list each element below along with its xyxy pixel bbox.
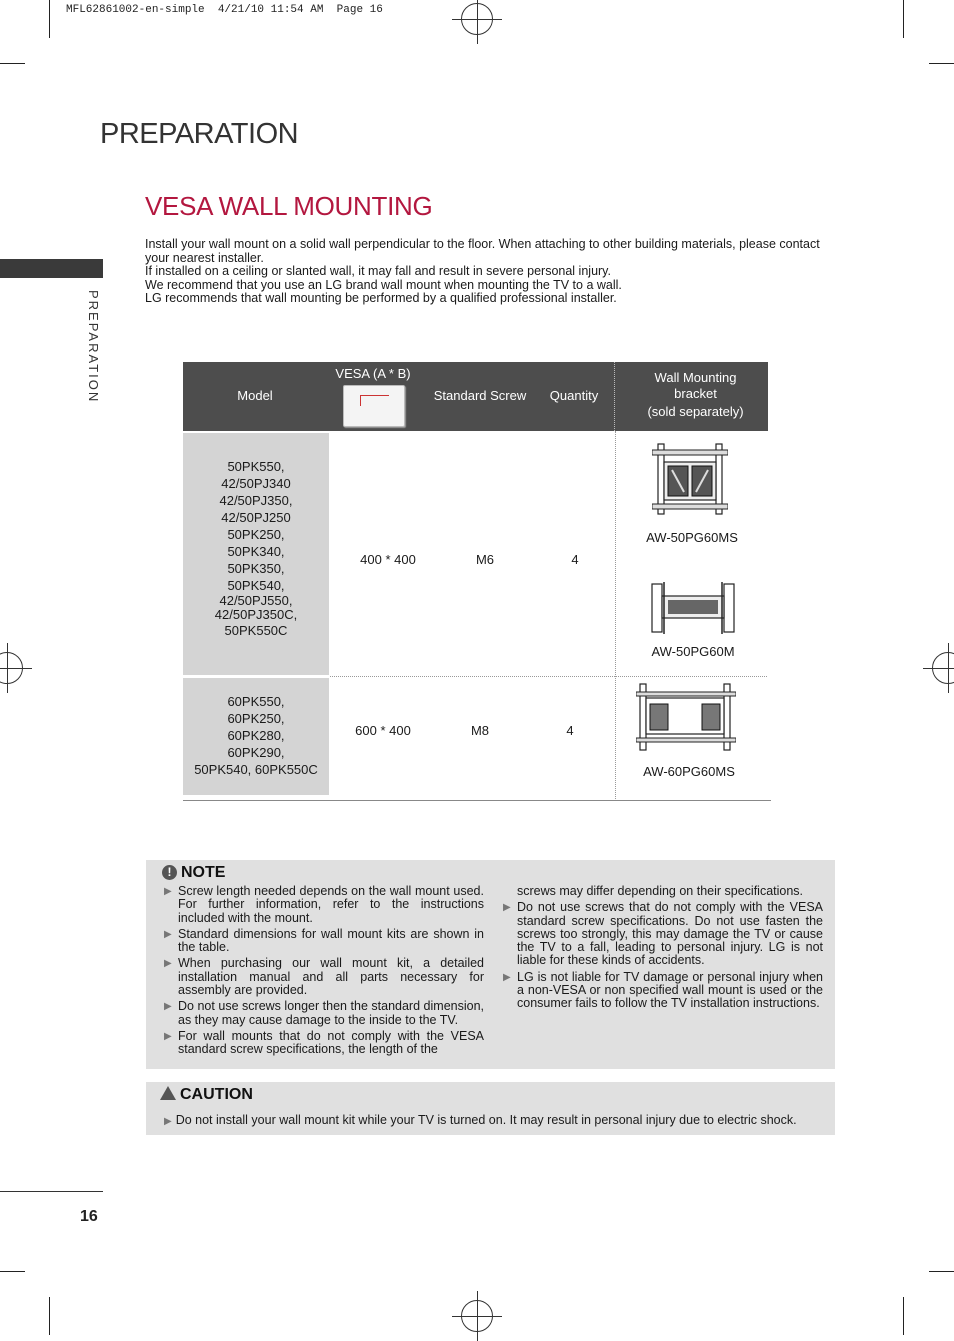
crop-mark <box>49 0 50 38</box>
section-title: VESA WALL MOUNTING <box>145 191 433 221</box>
table-divider <box>615 431 617 799</box>
arrow-icon: ▶ <box>164 886 172 897</box>
intro-text <box>145 238 840 306</box>
wall-bracket-image <box>636 682 736 752</box>
crop-mark <box>0 1271 25 1272</box>
arrow-icon: ▶ <box>164 1116 172 1127</box>
arrow-icon: ▶ <box>164 1030 172 1042</box>
crop-mark <box>903 0 904 38</box>
note-item-text: When purchasing our wall mount kit, a detailed installation manual and all parts necessary for assembly are provided. <box>178 956 484 998</box>
note-item-text: Do not use screws longer then the standard dimension, as they may cause damage to the inside to the TV. <box>178 999 484 1027</box>
exclamation-icon: ! <box>162 865 177 880</box>
model-name: 50PK340, <box>227 544 285 559</box>
header-bracket-line2: bracket <box>674 386 717 401</box>
arrow-icon: ▶ <box>164 1001 172 1013</box>
bracket-model: AW-50PG60M <box>651 644 735 659</box>
note-heading <box>162 864 225 882</box>
crop-mark <box>0 63 25 64</box>
model-name: 42/50PJ550, <box>219 593 293 608</box>
note-item-text: LG is not liable for TV damage or personal injury when a non-VESA or non specified wall mount is used or the consumer fails to follow the TV installation instructions. <box>517 969 823 1011</box>
model-cell <box>183 678 329 795</box>
header-model: Model <box>237 388 273 403</box>
crop-mark <box>903 1297 904 1335</box>
arrow-icon: ▶ <box>503 971 511 983</box>
model-name: 42/50PJ350, <box>219 493 293 508</box>
screw-value: M8 <box>470 723 490 738</box>
header-bracket-line1: Wall Mounting <box>654 370 737 385</box>
note-item-text: Standard dimensions for wall mount kits are shown in the table. <box>178 926 484 955</box>
registration-mark-icon <box>932 652 954 684</box>
caution-item <box>164 1113 797 1127</box>
model-name: 42/50PJ340 <box>221 476 291 491</box>
caution-heading <box>160 1086 253 1104</box>
header-vesa: VESA (A * B) <box>335 366 411 381</box>
header-divider <box>614 362 616 431</box>
note-item <box>501 971 823 1011</box>
model-name: 50PK550, <box>227 459 285 474</box>
model-name: 60PK250, <box>227 711 285 726</box>
table-header <box>183 362 768 431</box>
page-title: PREPARATION <box>100 118 299 150</box>
model-name: 50PK540, 60PK550C <box>194 762 318 777</box>
intro-paragraph: Install your wall mount on a solid wall perpendicular to the floor. When attaching to other building materials, please contact your nearest installer. <box>145 237 820 265</box>
registration-mark-icon <box>461 1300 493 1332</box>
crop-mark <box>49 1297 50 1335</box>
note-left-column <box>162 885 484 1060</box>
header-quantity: Quantity <box>549 388 599 403</box>
model-name: 50PK540, <box>227 578 285 593</box>
caution-title: CAUTION <box>180 1086 253 1103</box>
note-item <box>162 928 484 955</box>
caution-text: Do not install your wall mount kit while your TV is turned on. It may result in personal injury due to electric shock. <box>175 1113 797 1127</box>
wall-bracket-image <box>650 578 736 636</box>
note-continuation: screws may differ depending on their specifications. <box>517 884 804 898</box>
note-right-column <box>501 885 823 1014</box>
bracket-model: AW-60PG60MS <box>643 764 735 779</box>
intro-paragraph: LG recommends that wall mounting be performed by a qualified professional installer. <box>145 291 617 305</box>
side-label: PREPARATION <box>86 290 101 404</box>
arrow-icon: ▶ <box>164 958 172 970</box>
note-item-text: Screw length needed depends on the wall mount used. For further information, refer to the instructions included with the mount. <box>178 884 484 925</box>
model-name: 42/50PJ250 <box>221 510 291 525</box>
model-cell <box>183 433 329 675</box>
header-bracket-line3: (sold separately) <box>647 404 744 419</box>
registration-mark-icon <box>0 652 23 684</box>
crop-mark <box>929 63 954 64</box>
page-number: 16 <box>80 1208 98 1225</box>
quantity-value: 4 <box>566 723 574 738</box>
model-name: 50PK250, <box>227 527 285 542</box>
vesa-diagram-icon <box>343 385 405 427</box>
header-standard-screw: Standard Screw <box>433 388 527 403</box>
model-name: 42/50PJ350C, <box>214 607 298 622</box>
note-item <box>162 1000 484 1027</box>
vesa-value: 600 * 400 <box>355 723 411 738</box>
note-title: NOTE <box>181 864 226 881</box>
note-item <box>162 1030 484 1057</box>
intro-paragraph: If installed on a ceiling or slanted wall, it may fall and result in severe personal injury. <box>145 264 611 278</box>
note-item <box>162 885 484 925</box>
note-box <box>146 860 835 1069</box>
vesa-value: 400 * 400 <box>360 552 416 567</box>
wall-bracket-image <box>652 440 728 518</box>
registration-mark-icon <box>461 3 493 35</box>
side-tab <box>0 259 103 278</box>
model-name: 50PK550C <box>224 623 288 638</box>
bracket-model: AW-50PG60MS <box>646 530 738 545</box>
warning-icon <box>160 1086 176 1100</box>
caution-box <box>146 1082 835 1135</box>
screw-value: M6 <box>475 552 495 567</box>
note-item-text: Do not use screws that do not comply with the VESA standard screw specifications. Do not use fasten the screws too strongly, this may damage the TV or cause the TV to a fall, leading to personal injury. LG is not liable for these kinds of accidents. <box>517 900 823 968</box>
page-rule <box>0 1191 103 1192</box>
arrow-icon: ▶ <box>503 902 511 914</box>
table-divider <box>330 676 767 678</box>
print-meta: MFL62861002-en-simple 4/21/10 11:54 AM Page 16 <box>66 4 383 16</box>
note-item <box>501 901 823 967</box>
quantity-value: 4 <box>571 552 579 567</box>
note-item-text: For wall mounts that do not comply with the VESA standard screw specifications, the length of the <box>178 1028 484 1057</box>
note-item <box>162 957 484 997</box>
crop-mark <box>929 1271 954 1272</box>
arrow-icon: ▶ <box>164 928 172 940</box>
model-name: 60PK280, <box>227 728 285 743</box>
model-name: 60PK550, <box>227 694 285 709</box>
intro-paragraph: We recommend that you use an LG brand wall mount when mounting the TV to a wall. <box>145 277 622 292</box>
model-name: 60PK290, <box>227 745 285 760</box>
model-name: 50PK350, <box>227 561 285 576</box>
table-bottom-rule <box>183 800 771 801</box>
